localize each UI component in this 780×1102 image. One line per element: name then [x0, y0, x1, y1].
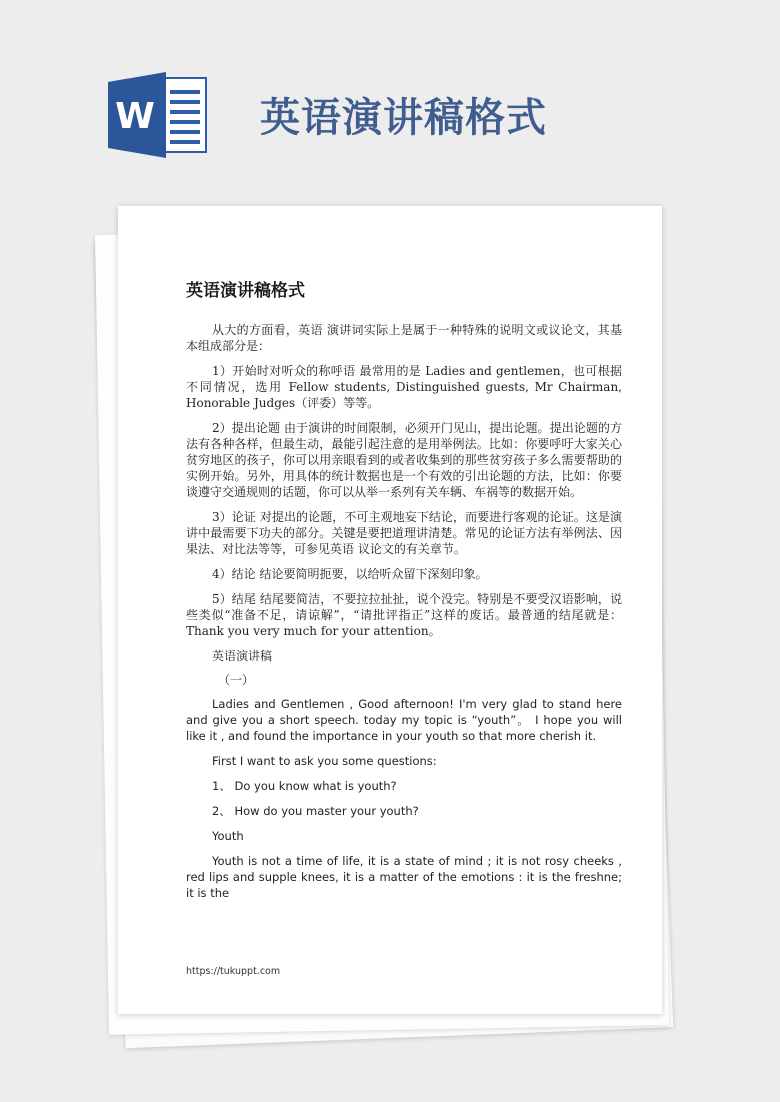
question-2: 2、 How do you master your youth?: [212, 804, 419, 818]
footer-url: https://tukuppt.com: [186, 966, 281, 977]
paragraph-point-4: 4）结论 结论要简明扼要，以给听众留下深刻印象。: [212, 567, 488, 581]
banner-title: 英语演讲稿格式: [260, 95, 547, 141]
sample-number: （一）: [218, 673, 255, 687]
paragraph-point-2: 2）提出论题 由于演讲的时间限制，必须开门见山，提出论题。提出论题的方法有各种各样，但最生动，最能引起注意的是用举例法。比如：你要呼吁大家关心贫穷地区的孩子，你可以用亲眼看到的或者收集到的那些贫穷孩子多么需要帮助的实例开始。另外，用具体的统计数据也是一个有效的引出论题的方法，比如：你要谈遵守交通规则的话题，你可以从举一系列有关车辆、车祸等的数据开始。: [186, 421, 622, 499]
youth-heading: Youth: [212, 829, 244, 843]
questions-intro: First I want to ask you some questions:: [212, 754, 437, 768]
document-body: [186, 322, 622, 910]
paragraph-point-3: 3）论证 对提出的论题，不可主观地妄下结论，而要进行客观的论证。这是演讲中最需要下功夫的部分。关键是要把道理讲清楚。常见的论证方法有举例法、因果法、对比法等等，可参见英语 议论文的有关章节。: [186, 510, 622, 556]
question-1: 1、 Do you know what is youth?: [212, 779, 397, 793]
word-document-icon: [108, 72, 208, 158]
word-icon-letter: W: [115, 96, 155, 137]
speech-intro-paragraph: Ladies and Gentlemen , Good afternoon! I'm very glad to stand here and give you a short speech. today my topic is “youth”。 I hope you will like it , and found the importance in your youth so that more cherish it.: [186, 697, 622, 743]
paragraph-point-1: 1）开始时对听众的称呼语 最常用的是 Ladies and gentlemen，也可根据不同情况，选用 Fellow students, Distinguished guests, Mr Chairman, Honorable Judges（评委）等等。: [186, 364, 622, 410]
document-title: 英语演讲稿格式: [186, 281, 305, 301]
youth-paragraph: Youth is not a time of life, it is a state of mind ; it is not rosy cheeks , red lips and supple knees, it is a matter of the emotions : it is the freshne; it is the: [186, 854, 622, 900]
document-page: [118, 206, 662, 1014]
paragraph-intro: 从大的方面看，英语 演讲词实际上是属于一种特殊的说明文或议论文，其基本组成部分是：: [186, 323, 622, 353]
paragraph-point-5: 5）结尾 结尾要简洁，不要拉拉扯扯，说个没完。特别是不要受汉语影响，说些类似“准备不足，请谅解”，“请批评指正”这样的废话。最普通的结尾就是：Thank you very much for your attention。: [186, 592, 622, 638]
sample-heading: 英语演讲稿: [212, 649, 273, 663]
